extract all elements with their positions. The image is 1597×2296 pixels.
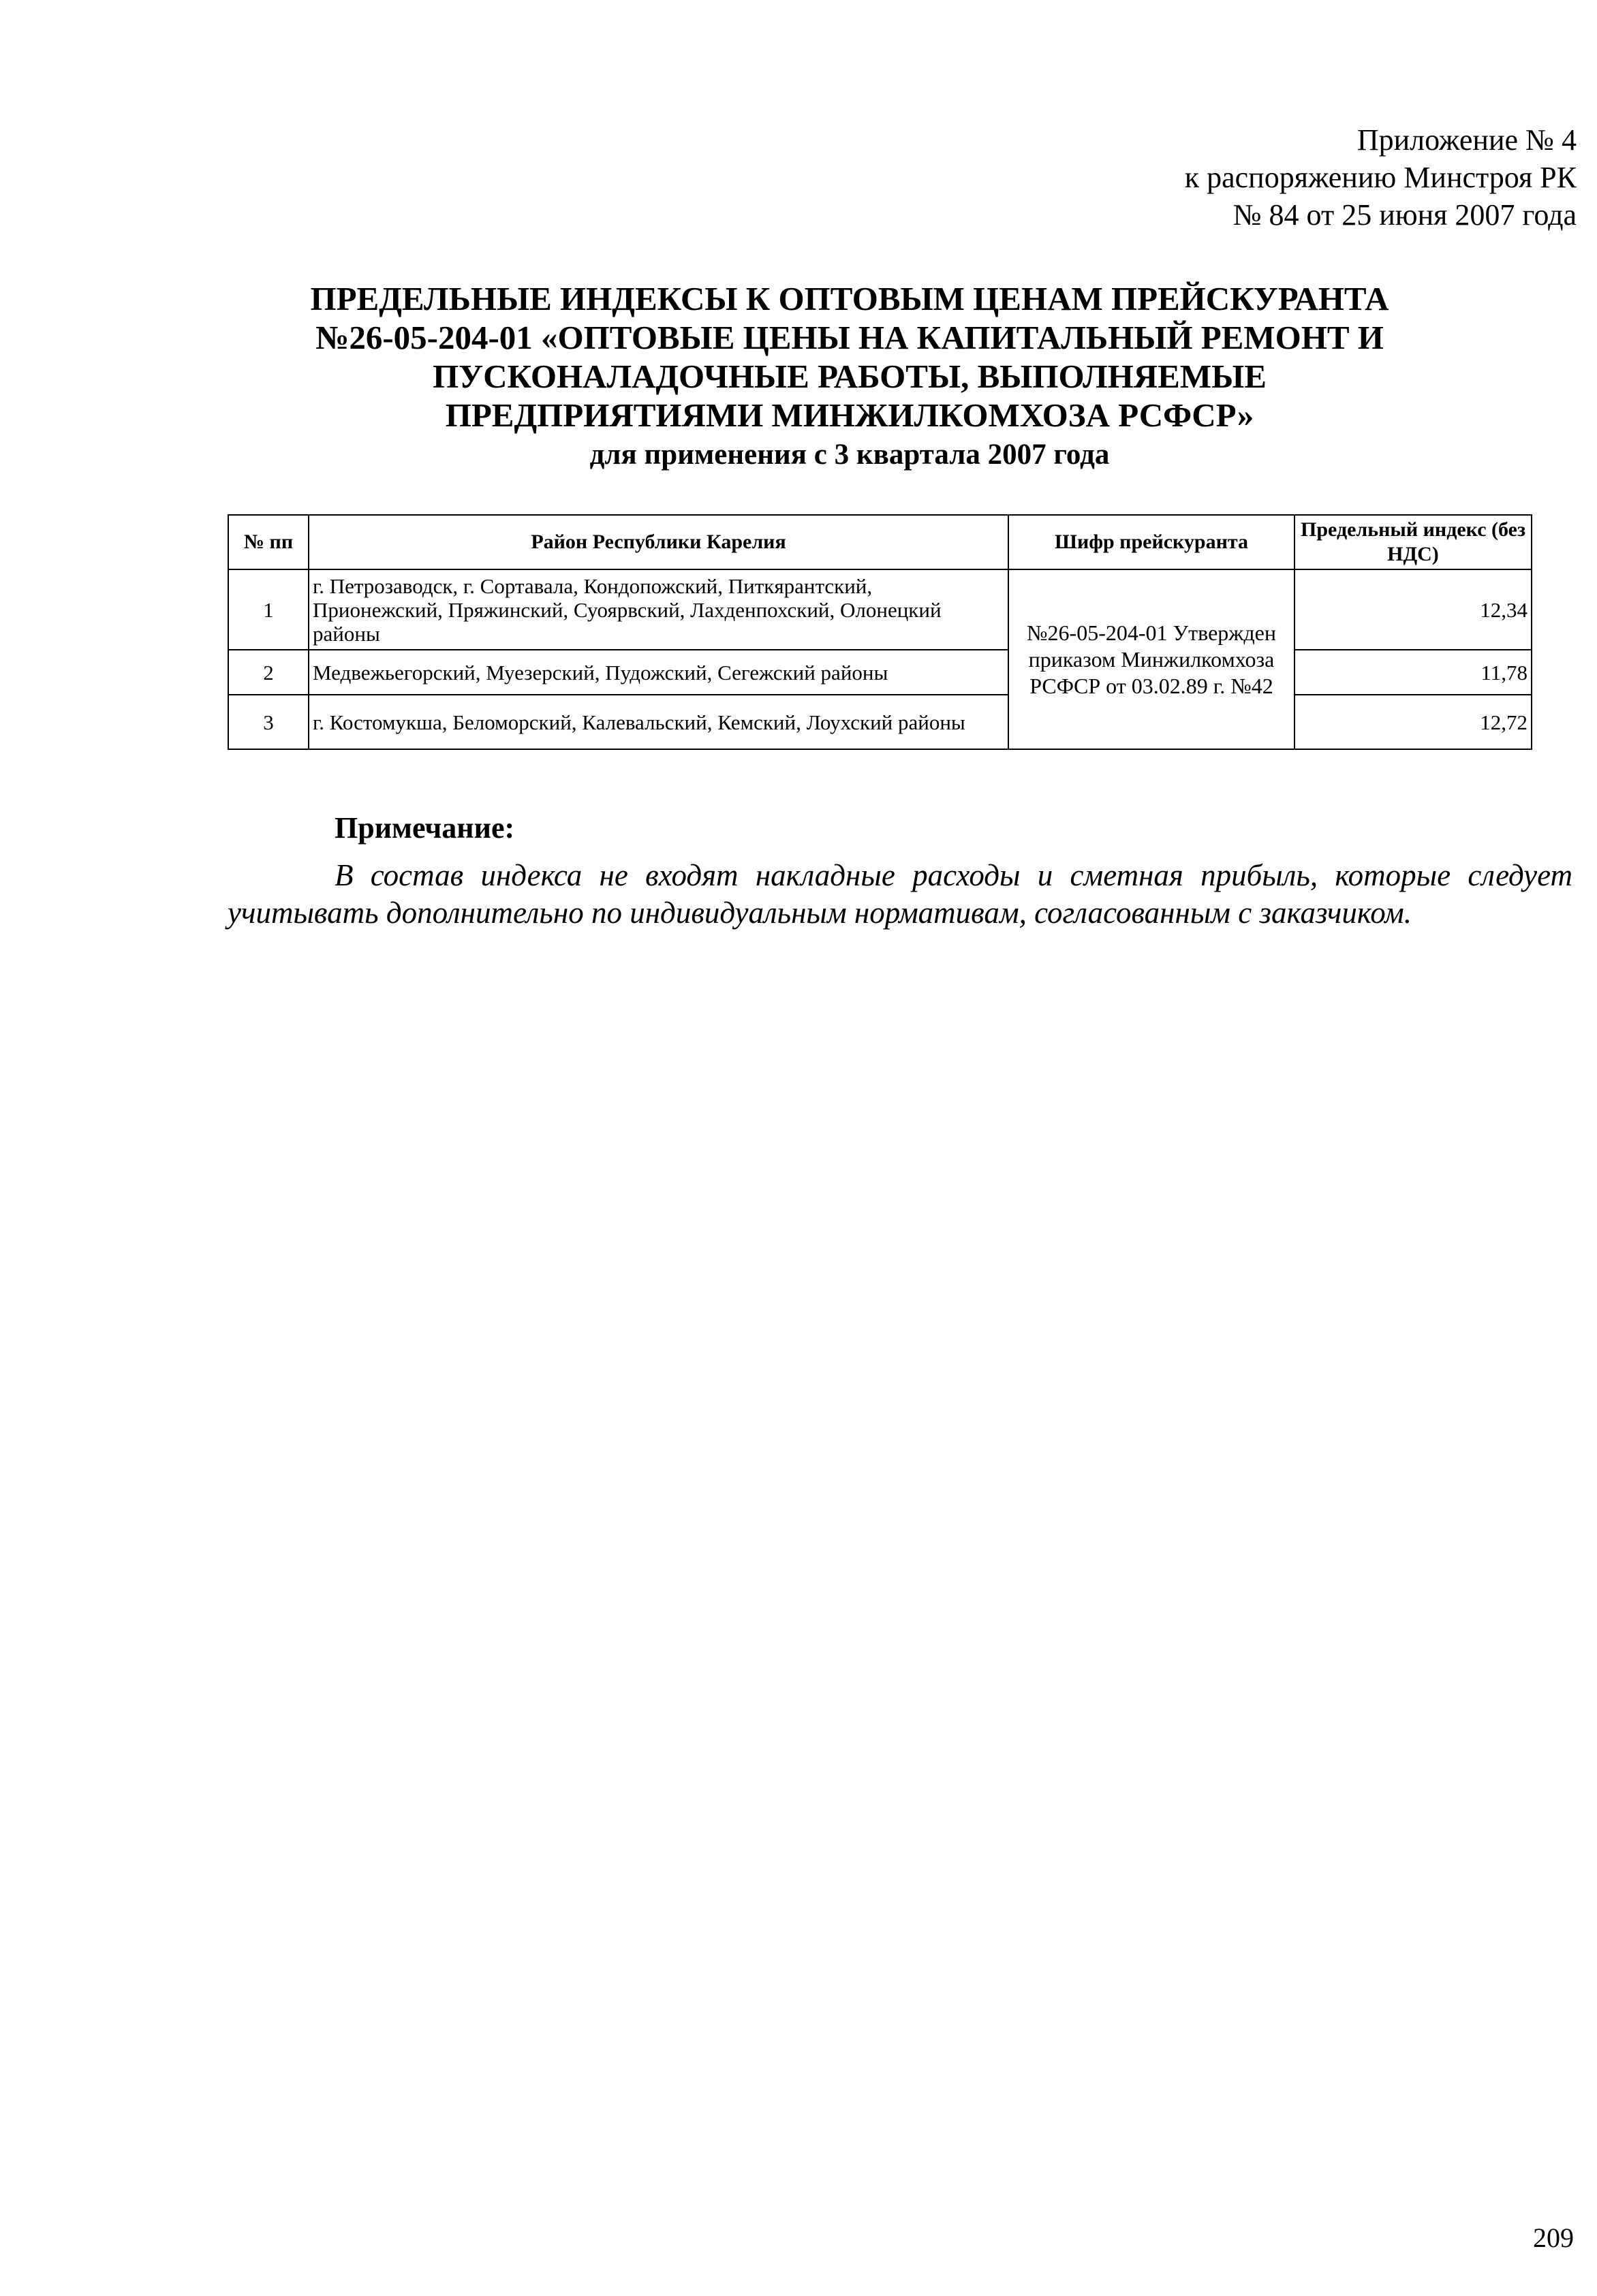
appendix-line-2: к распоряжению Минстроя РК	[1184, 161, 1577, 194]
header-index: Предельный индекс (без НДС)	[1294, 515, 1532, 569]
row-index: 12,34	[1294, 569, 1532, 650]
row-num: 3	[228, 695, 309, 749]
appendix-reference	[1185, 121, 1577, 234]
note-heading: Примечание:	[335, 811, 515, 845]
title-line-1: ПРЕДЕЛЬНЫЕ ИНДЕКСЫ К ОПТОВЫМ ЦЕНАМ ПРЕЙСКУРАНТА	[310, 280, 1389, 317]
title-subtitle: для применения с 3 квартала 2007 года	[589, 439, 1110, 471]
table-header-row	[228, 515, 1532, 569]
title-line-3: ПУСКОНАЛАДОЧНЫЕ РАБОТЫ, ВЫПОЛНЯЕМЫЕ	[433, 358, 1267, 395]
header-code: Шифр прейскуранта	[1008, 515, 1294, 569]
note-text: В состав индекса не входят накладные расходы и сметная прибыль, которые следует учитывать дополнительно по индивидуальным нормативам, согласованным с заказчиком.	[228, 858, 1572, 930]
row-num: 2	[228, 650, 309, 695]
title-line-4: ПРЕДПРИЯТИЯМИ МИНЖИЛКОМХОЗА РСФСР»	[445, 396, 1254, 434]
page-number: 209	[1533, 2222, 1574, 2253]
appendix-line-1: Приложение № 4	[1356, 123, 1577, 157]
row-district: г. Костомукша, Беломорский, Калевальский, Кемский, Лоухский районы	[309, 695, 1008, 749]
price-list-code: №26-05-204-01 Утвержден приказом Минжилкомхоза РСФСР от 03.02.89 г. №42	[1008, 569, 1294, 749]
index-table	[228, 514, 1532, 750]
row-num: 1	[228, 569, 309, 650]
header-num: № пп	[228, 515, 309, 569]
row-index: 12,72	[1294, 695, 1532, 749]
table-row	[228, 569, 1532, 650]
row-index: 11,78	[1294, 650, 1532, 695]
table-row	[228, 695, 1532, 749]
title-line-2: №26-05-204-01 «ОПТОВЫЕ ЦЕНЫ НА КАПИТАЛЬНЫЙ РЕМОНТ И	[315, 319, 1384, 356]
document-title	[230, 279, 1470, 475]
row-district: г. Петрозаводск, г. Сортавала, Кондопожский, Питкярантский, Прионежский, Пряжинский, Суоярвский, Лахденпохский, Олонецкий районы	[309, 569, 1008, 650]
row-district: Медвежьегорский, Муезерский, Пудожский, Сегежский районы	[309, 650, 1008, 695]
header-district: Район Республики Карелия	[309, 515, 1008, 569]
appendix-line-3: № 84 от 25 июня 2007 года	[1232, 198, 1577, 232]
table-row	[228, 650, 1532, 695]
